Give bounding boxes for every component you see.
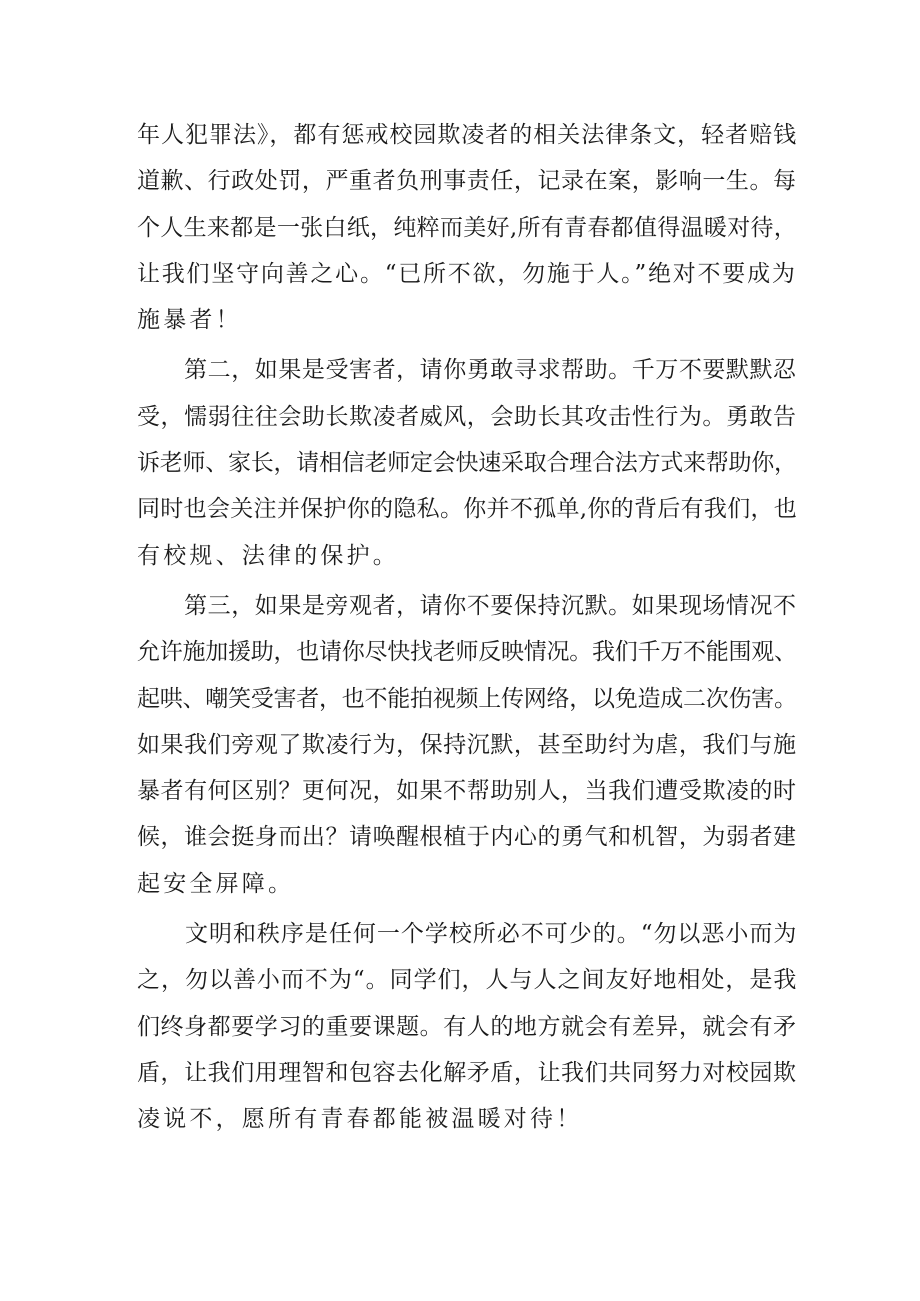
text-line: 受，懦弱往往会助长欺凌者威风，会助长其攻击性行为。勇敢告	[137, 403, 797, 430]
text-line: 文明和秩序是任何一个学校所必不可少的。“勿以恶小而为	[137, 921, 798, 948]
text-line: 盾，让我们用理智和包容去化解矛盾，让我们共同努力对校园欺	[137, 1059, 797, 1086]
document-body	[137, 112, 797, 1143]
text-line: 暴者有何区别？更何况，如果不帮助别人，当我们遭受欺凌的时	[137, 778, 797, 805]
text-line: 候，谁会挺身而出？请唤醒根植于内心的勇气和机智，为弱者建	[137, 824, 797, 851]
text-line: 起哄、嘲笑受害者，也不能拍视频上传网络，以免造成二次伤害。	[137, 685, 797, 712]
text-line: 道歉、行政处罚，严重者负刑事责任，记录在案，影响一生。每	[137, 168, 797, 195]
paragraph-victim-advice	[137, 347, 797, 578]
text-line: 之，勿以善小而不为“。同学们，人与人之间友好地相处，是我	[137, 967, 798, 994]
text-line: 们终身都要学习的重要课题。有人的地方就会有差异，就会有矛	[137, 1013, 797, 1040]
text-line: 施暴者！	[137, 307, 242, 334]
text-line: 有校规、法律的保护。	[137, 542, 399, 569]
text-line: 年人犯罪法》，都有惩戒校园欺凌者的相关法律条文，轻者赔钱	[137, 122, 798, 148]
paragraph-legal-consequences	[137, 112, 797, 343]
text-line: 凌说不，愿所有青春都能被温暖对待！	[137, 1106, 583, 1133]
text-line: 个人生来都是一张白纸，纯粹而美好,所有青春都值得温暖对待，	[137, 214, 798, 241]
text-line: 同时也会关注并保护你的隐私。你并不孤单,你的背后有我们，也	[137, 496, 798, 523]
text-line: 如果我们旁观了欺凌行为，保持沉默，甚至助纣为虐，我们与施	[137, 731, 797, 758]
text-line: 起安全屏障。	[137, 870, 295, 897]
text-line: 让我们坚守向善之心。“已所不欲，勿施于人。”绝对不要成为	[137, 260, 797, 287]
paragraph-conclusion	[137, 911, 797, 1142]
text-line: 第三，如果是旁观者，请你不要保持沉默。如果现场情况不	[137, 592, 797, 619]
text-line: 第二，如果是受害者，请你勇敢寻求帮助。千万不要默默忍	[137, 357, 797, 384]
text-line: 允许施加援助，也请你尽快找老师反映情况。我们千万不能围观、	[137, 639, 797, 666]
paragraph-bystander-advice	[137, 583, 797, 907]
text-line: 诉老师、家长，请相信老师定会快速采取合理合法方式来帮助你，	[137, 450, 797, 477]
